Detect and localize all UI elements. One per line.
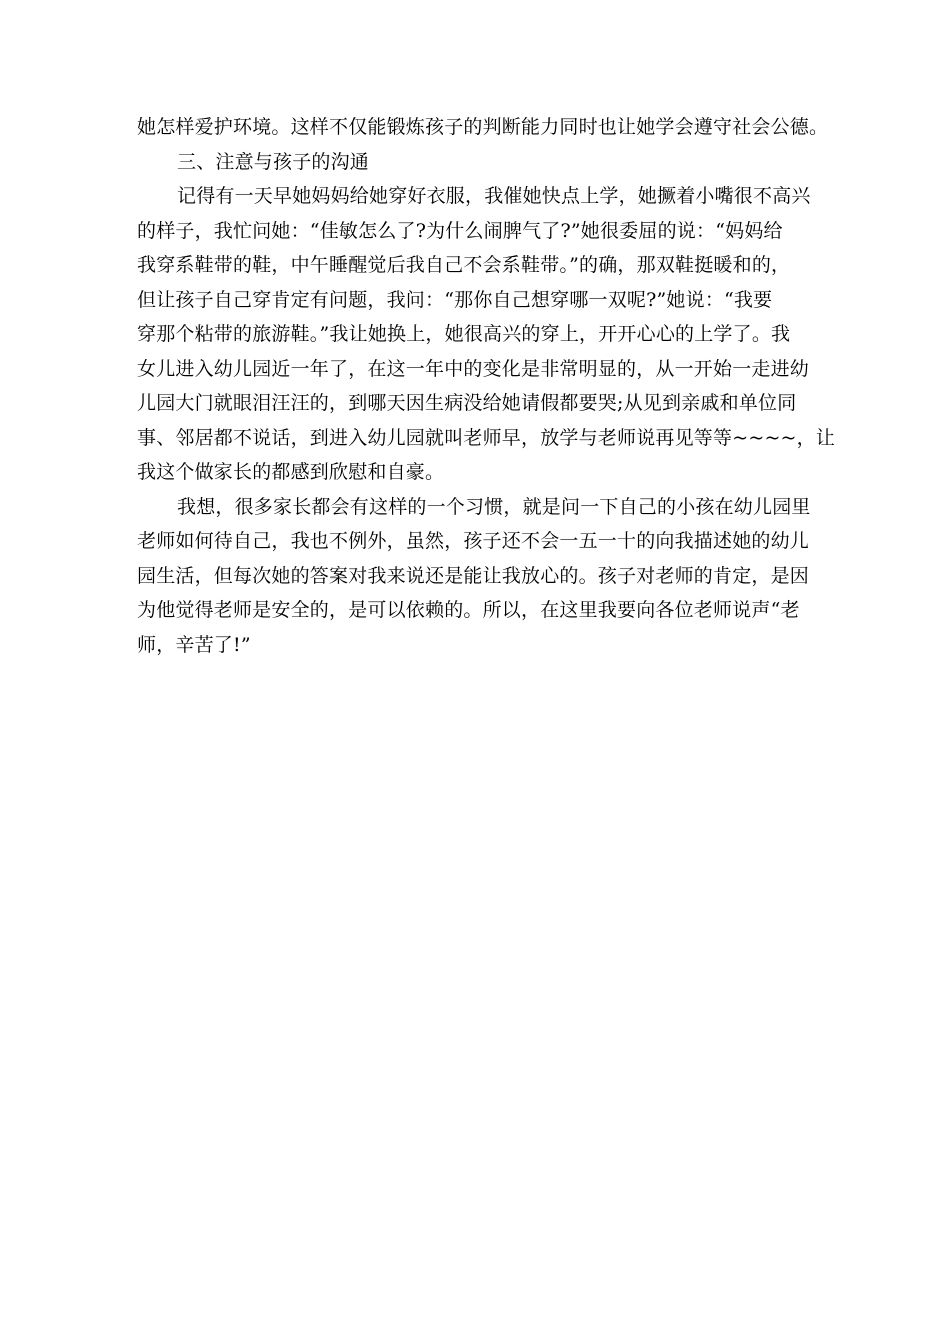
paragraph-line: 事、邻居都不说话，到进入幼儿园就叫老师早，放学与老师说再见等等~~~~，让 bbox=[137, 426, 836, 449]
paragraph-line: 为他觉得老师是安全的，是可以依赖的。所以，在这里我要向各位老师说声“老 bbox=[137, 599, 800, 621]
paragraph-line: 但让孩子自己穿肯定有问题，我问：“那你自己想穿哪一双呢?”她说：“我要 bbox=[137, 288, 773, 311]
paragraph-line: 师，辛苦了!” bbox=[137, 633, 251, 656]
paragraph-line: 我穿系鞋带的鞋，中午睡醒觉后我自己不会系鞋带。”的确，那双鞋挺暖和的， bbox=[137, 254, 791, 276]
paragraph-line: 她怎样爱护环境。这样不仅能锻炼孩子的判断能力同时也让她学会遵守社会公德。 bbox=[137, 116, 829, 138]
paragraph-line: 穿那个粘带的旅游鞋。”我让她换上，她很高兴的穿上，开开心心的上学了。我 bbox=[137, 323, 791, 345]
paragraph-line: 的样子，我忙问她：“佳敏怎么了?为什么闹脾气了?”她很委屈的说：“妈妈给 bbox=[137, 219, 783, 242]
paragraph-line: 我想，很多家长都会有这样的一个习惯，就是问一下自己的小孩在幼儿园里 bbox=[177, 495, 811, 518]
paragraph-line: 老师如何待自己，我也不例外，虽然，孩子还不会一五一十的向我描述她的幼儿 bbox=[137, 530, 810, 552]
paragraph-line: 女儿进入幼儿园近一年了，在这一年中的变化是非常明显的，从一开始一走进幼 bbox=[137, 357, 810, 380]
paragraph-line: 记得有一天早她妈妈给她穿好衣服，我催她快点上学，她撅着小嘴很不高兴 bbox=[177, 185, 811, 207]
section-heading: 三、注意与孩子的沟通 bbox=[177, 150, 370, 173]
document-body bbox=[137, 110, 836, 662]
paragraph-line: 我这个做家长的都感到欣慰和自豪。 bbox=[137, 461, 445, 483]
paragraph-line: 园生活，但每次她的答案对我来说还是能让我放心的。孩子对老师的肯定，是因 bbox=[137, 564, 810, 587]
paragraph-line: 儿园大门就眼泪汪汪的，到哪天因生病没给她请假都要哭;从见到亲戚和单位同 bbox=[137, 392, 797, 414]
